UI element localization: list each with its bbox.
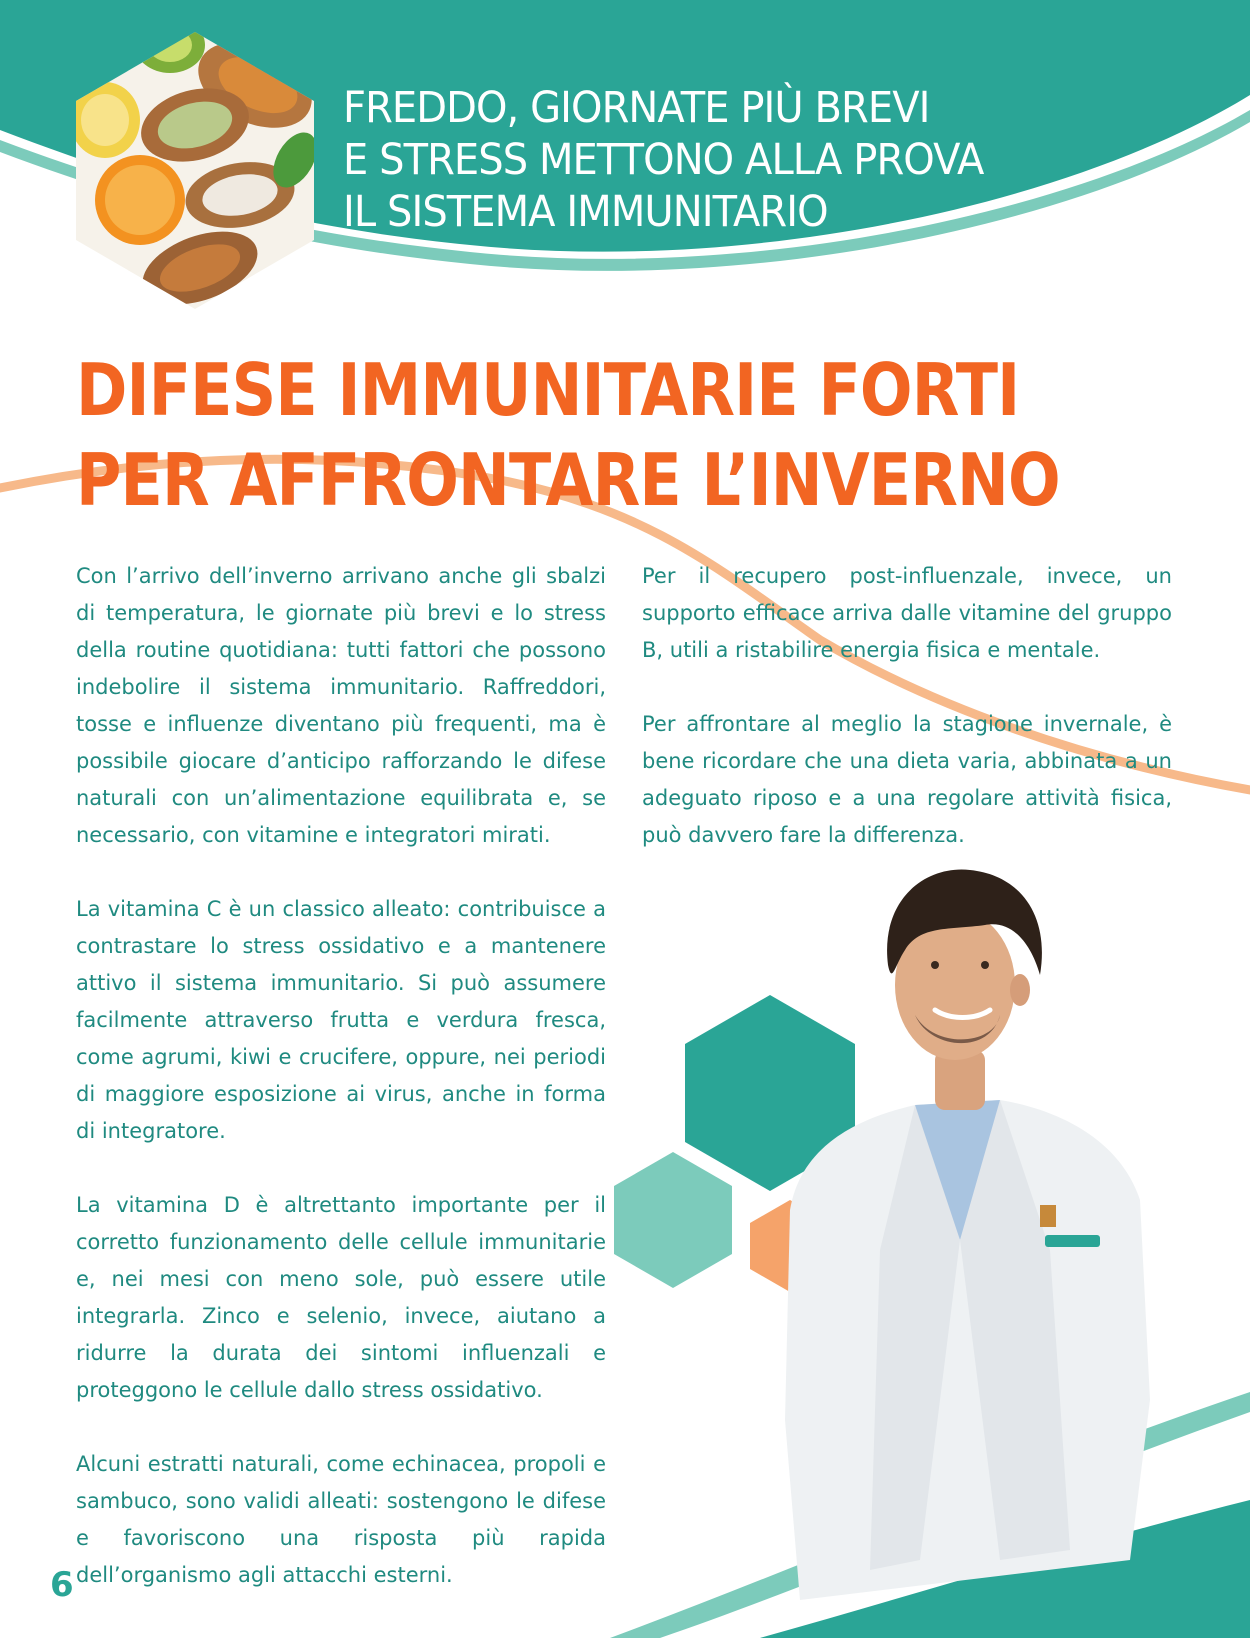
pharmacist-in-white-coat (785, 870, 1150, 1600)
page-number: 6 (50, 1565, 74, 1605)
paragraph: Alcuni estratti naturali, come echinacea, propoli e sambuco, sono validi alleati: sostengono le difese e favoriscono una risposta più rapida dell’organismo agli attacchi esterni. (76, 1452, 606, 1587)
right-column (642, 558, 1172, 891)
header-title-line: FREDDO, GIORNATE PIÙ BREVI (343, 83, 930, 133)
paragraph: La vitamina C è un classico alleato: contribuisce a contrastare lo stress ossidativo e a mantenere attivo il sistema immunitario. Si può assumere facilmente attraverso frutta e verdura fresca, come agrumi, kiwi e crucifere, oppure, nei periodi di maggiore esposizione ai virus, anche in forma di integratore. (76, 897, 606, 1143)
paragraph: Per affrontare al meglio la stagione invernale, è bene ricordare che una dieta varia, abbinata a un adeguato riposo e a una regolare attività fisica, può davvero fare la differenza. (642, 712, 1172, 847)
header-title (343, 82, 1161, 238)
article-title-line: PER AFFRONTARE L’INVERNO (76, 438, 1060, 522)
left-column (76, 558, 606, 1631)
article-title (76, 345, 1060, 525)
header-title-line: E STRESS METTONO ALLA PROVA (343, 135, 984, 185)
header-title-line: IL SISTEMA IMMUNITARIO (343, 187, 828, 237)
article-title-line: DIFESE IMMUNITARIE FORTI (76, 348, 1020, 432)
light-teal-hexagon (614, 1152, 732, 1288)
paragraph: Con l’arrivo dell’inverno arrivano anche gli sbalzi di temperatura, le giornate più brevi e lo stress della routine quotidiana: tutti fattori che possono indebolire il sistema immunitario. Raffreddori, tosse e influenze diventano più frequenti, ma è possibile giocare d’anticipo rafforzando le difese naturali con un’alimentazione equilibrata e, se necessario, con vitamine e integratori mirati. (76, 564, 606, 847)
paragraph: La vitamina D è altrettanto importante per il corretto funzionamento delle cellule immunitarie e, nei mesi con meno sole, può essere utile integrarla. Zinco e selenio, invece, aiutano a ridurre la durata dei sintomi influenzali e proteggono le cellule dallo stress ossidativo. (76, 1193, 606, 1402)
paragraph: Per il recupero post-influenzale, invece, un supporto efficace arriva dalle vitamine del gruppo B, utili a ristabilire energia fisica e mentale. (642, 564, 1172, 662)
